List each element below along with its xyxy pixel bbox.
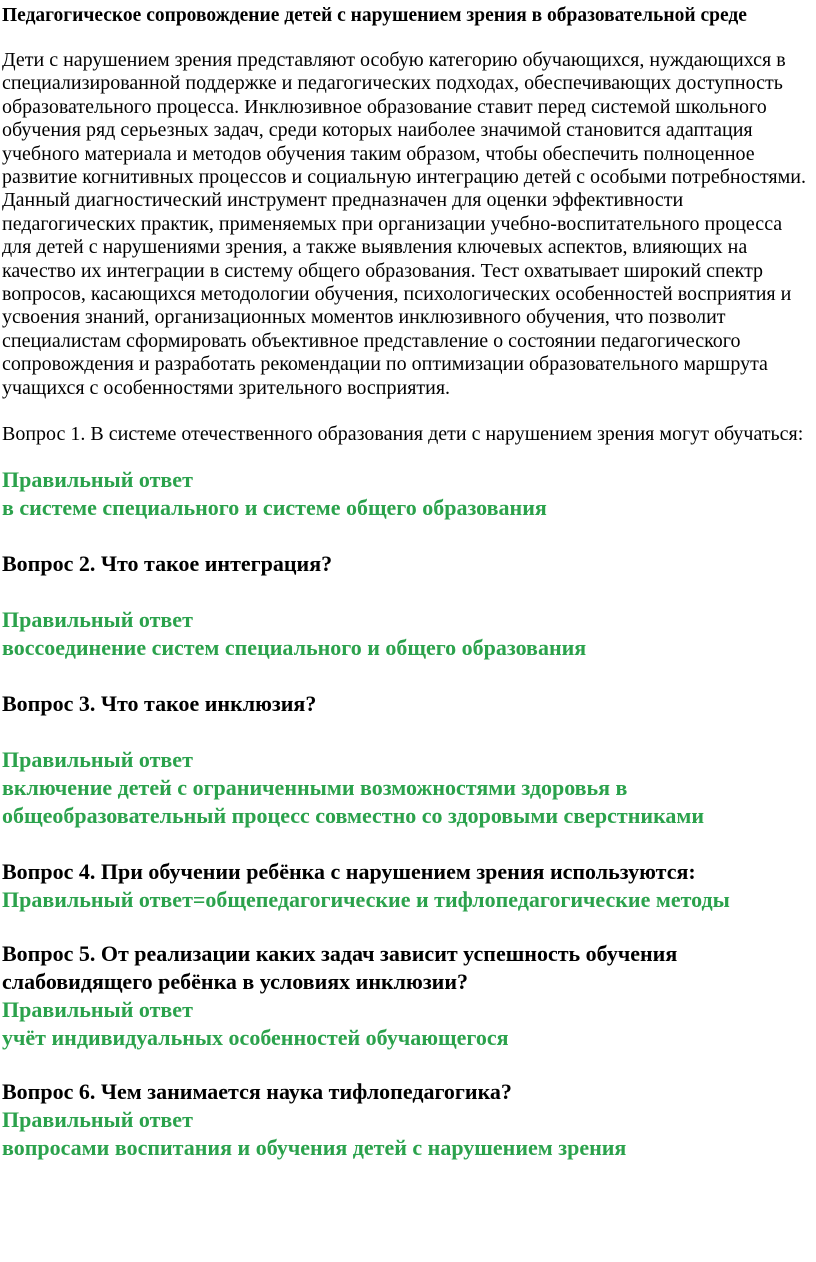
answer-5: учёт индивидуальных особенностей обучающегося bbox=[2, 1025, 509, 1051]
answer-label-2: Правильный ответ bbox=[2, 607, 193, 633]
question-4: Вопрос 4. При обучении ребёнка с нарушением зрения используются: bbox=[2, 859, 696, 885]
answer-label-3: Правильный ответ bbox=[2, 747, 193, 773]
question-5: Вопрос 5. От реализации каких задач зависит успешность обучения слабовидящего ребёнка в условиях инклюзии? bbox=[2, 941, 678, 995]
answer-label-6: Правильный ответ bbox=[2, 1107, 193, 1133]
question-6: Вопрос 6. Чем занимается наука тифлопедагогика? bbox=[2, 1079, 512, 1105]
intro-paragraph: Дети с нарушением зрения представляют особую категорию обучающихся, нуждающихся в специализированной поддержке и педагогических подходах, обеспечивающих доступность образовательного процесса. Инклюзивное образование ставит перед системой школьного обучения ряд серьезных задач, среди которых наиболее значимой становится адаптация учебного материала и методов обучения таким образом, чтобы обеспечить полноценное развитие когнитивных процессов и социальную интеграцию детей с особыми потребностями. Данный диагностический инструмент предназначен для оценки эффективности педагогических практик, применяемых при организации учебно-воспитательного процесса для детей с нарушениями зрения, а также выявления ключевых аспектов, влияющих на качество их интеграции в систему общего образования. Тест охватывает широкий спектр вопросов, касающихся методологии обучения, психологических особенностей восприятия и усвоения знаний, организационных моментов инклюзивного обучения, что позволит специалистам сформировать объективное представление о состоянии педагогического сопровождения и разработать рекомендации по оптимизации образовательного маршрута учащихся с особенностями зрительного восприятия. bbox=[2, 49, 806, 399]
answer-label-5: Правильный ответ bbox=[2, 997, 193, 1023]
answer-6: вопросами воспитания и обучения детей с нарушением зрения bbox=[2, 1135, 627, 1161]
question-1: Вопрос 1. В системе отечественного образования дети с нарушением зрения могут обучаться: bbox=[2, 423, 804, 446]
answer-label-1: Правильный ответ bbox=[2, 467, 193, 493]
answer-1: в системе специального и системе общего образования bbox=[2, 495, 547, 521]
question-2: Вопрос 2. Что такое интеграция? bbox=[2, 551, 333, 577]
question-3: Вопрос 3. Что такое инклюзия? bbox=[2, 691, 317, 717]
answer-3: включение детей с ограниченными возможностями здоровья в общеобразовательный процесс совместно со здоровыми сверстниками bbox=[2, 775, 705, 829]
answer-2: воссоединение систем специального и общего образования bbox=[2, 635, 587, 661]
document-title: Педагогическое сопровождение детей с нарушением зрения в образовательной среде bbox=[2, 5, 747, 26]
answer-4: Правильный ответ=общепедагогические и тифлопедагогические методы bbox=[2, 887, 730, 913]
